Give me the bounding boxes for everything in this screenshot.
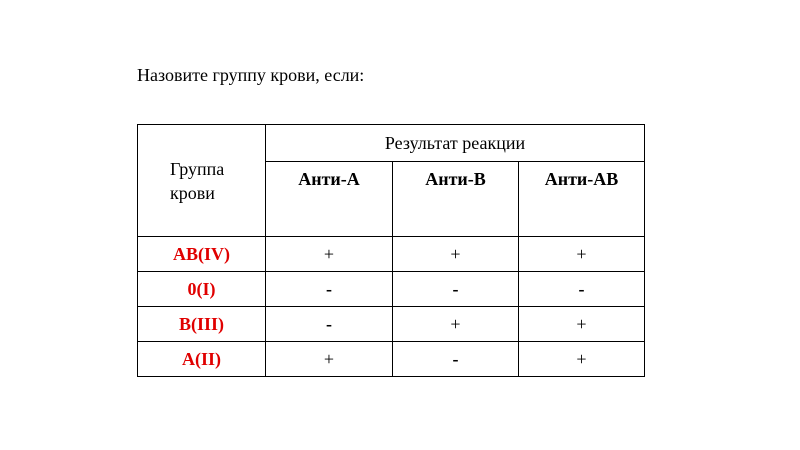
reaction-cell: + [519, 342, 645, 377]
page-title: Назовите группу крови, если: [137, 65, 365, 85]
group-column-header: Группа крови [138, 125, 266, 237]
reaction-cell: - [519, 272, 645, 307]
anti-b-header: Анти-В [393, 162, 519, 237]
table-row [138, 342, 645, 377]
anti-a-header: Анти-А [266, 162, 393, 237]
reaction-cell: + [266, 237, 393, 272]
table-row [138, 307, 645, 342]
reaction-cell: + [393, 307, 519, 342]
blood-group-table [137, 124, 645, 377]
table-header-row [138, 125, 645, 162]
reaction-cell: - [266, 307, 393, 342]
table-row [138, 272, 645, 307]
blood-group-cell: B(III) [138, 307, 266, 342]
reaction-cell: + [266, 342, 393, 377]
blood-group-cell: 0(I) [138, 272, 266, 307]
reaction-cell: - [393, 342, 519, 377]
reaction-cell: + [519, 237, 645, 272]
reaction-result-header: Результат реакции [266, 125, 645, 162]
anti-ab-header: Анти-АВ [519, 162, 645, 237]
reaction-cell: - [393, 272, 519, 307]
reaction-cell: + [393, 237, 519, 272]
table-row [138, 237, 645, 272]
reaction-cell: + [519, 307, 645, 342]
reaction-cell: - [266, 272, 393, 307]
blood-group-cell: A(II) [138, 342, 266, 377]
blood-group-cell: AB(IV) [138, 237, 266, 272]
